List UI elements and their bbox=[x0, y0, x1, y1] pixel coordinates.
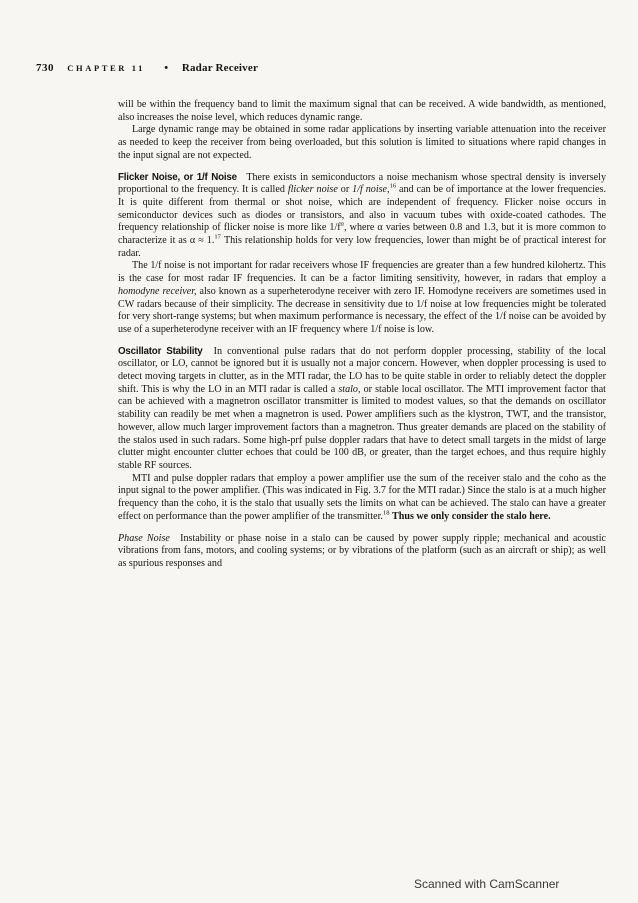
paragraph-1f-importance bbox=[118, 260, 606, 336]
term-1f-noise: 1/f noise, bbox=[352, 184, 390, 196]
paragraph-phase-noise bbox=[118, 533, 606, 571]
bullet-separator: • bbox=[164, 62, 169, 74]
paragraph-attenuation: Large dynamic range may be obtained in some radar applications by inserting variable attenuation into the receiver as needed to keep the receiver from being overloaded, but this solution is limited to situations where rapid changes in the input signal are not expected. bbox=[118, 124, 606, 161]
paragraph-flicker-noise bbox=[118, 172, 606, 261]
p4-text-a: The 1/f noise is not important for radar receivers whose IF frequencies are greater than a few hundred kilohertz. This is the case for most radar IF frequencies. It can be a factor limiting sensitivity, however, in radars that employ a bbox=[118, 260, 606, 285]
body-text bbox=[118, 99, 606, 571]
paragraph-dynamic-range: will be within the frequency band to limit the maximum signal that can be received. A wide bandwidth, as mentioned, also increases the noise level, which reduces dynamic range. bbox=[118, 99, 606, 123]
page-number: 730 bbox=[36, 62, 54, 74]
flicker-text-b: and can be of importance at the lower frequencies. It is quite different from thermal or shot noise, which are independent of frequency. Flicker noise occurs in semiconductor devices such as diodes or transistors, and also in vacuum tubes with oxide-coated cathodes. The frequency relationship of flicker noise is more like 1/f bbox=[118, 184, 606, 234]
reference-18: 18 bbox=[382, 509, 390, 517]
reference-17: 17 bbox=[214, 233, 221, 241]
section-heading-oscillator-stability: Oscillator Stability bbox=[118, 345, 203, 357]
flicker-text-c: , where α varies between 0.8 and 1.3, but it is more common to characterize it as α ≈ 1. bbox=[118, 222, 606, 247]
camscanner-watermark: Scanned with CamScanner bbox=[414, 877, 560, 891]
flicker-or: or bbox=[340, 184, 350, 196]
p6-text-b: Thus we only consider the stalo here. bbox=[391, 510, 551, 522]
p6-text-a: MTI and pulse doppler radars that employ a power amplifier use the sum of the receiver stalo and the coho as the input signal to the power amplifier. (This was indicated in Fig. 3.7 for the MTI radar.) Since the stalo is at a much higher frequency than the coho, it is the stalo that usually sets the limits on what can be achieved. The stalo can have a greater effect on performance than the power amplifier of the transmitter. bbox=[118, 472, 606, 522]
paragraph-stalo-coho bbox=[118, 473, 606, 524]
section-heading-phase-noise: Phase Noise bbox=[118, 532, 170, 544]
flicker-text-d: This relationship holds for very low frequencies, lower than might be of practical interest for radar. bbox=[118, 235, 606, 259]
reference-16: 16 bbox=[389, 182, 397, 190]
section-heading-flicker-noise: Flicker Noise, or 1/f Noise bbox=[118, 171, 237, 183]
flicker-text-a: There exists in semiconductors a noise mechanism whose spectral density is inversely proportional to the frequency. It is called bbox=[118, 171, 606, 196]
alpha-exponent: α bbox=[340, 220, 345, 228]
running-head bbox=[36, 62, 258, 74]
paragraph-oscillator-stability bbox=[118, 346, 606, 473]
term-homodyne-receiver: homodyne receiver, bbox=[118, 285, 197, 297]
chapter-title: Radar Receiver bbox=[181, 62, 259, 74]
osc-text-b: or stable local oscillator. The MTI improvement factor that can be achieved with a magnetron oscillator transmitter is limited to modest values, so that the demands on oscillator stability can readily be met when a magnetron is used. Power amplifiers such as the klystron, TWT, and the transistor, however, allow much larger improvement factors than a magnetron. Thus greater demands are placed on the stability of the stalos used in such radars. Some high-prf pulse doppler radars that have to detect small targets in the midst of large clutter might encounter clutter echoes that could be 100 dB, or greater, than the target echoes, and thus require highly stable RF sources. bbox=[118, 383, 606, 471]
phase-text-a: Instability or phase noise in a stalo can be caused by power supply ripple; mechanical and acoustic vibrations from fans, motors, and cooling systems; or by vibrations of the platform (such as an aircraft or ship); as well as spurious responses and bbox=[118, 532, 606, 569]
p4-text-b: also known as a superheterodyne receiver with zero IF. Homodyne receivers are sometimes used in CW radars because of their simplicity. The decrease in sensitivity due to 1/f noise at low frequencies might be tolerated for very short-range systems; but when maximum performance is necessary, the effect of the 1/f noise can be avoided by use of a superheterodyne receiver with an IF frequency where 1/f noise is low. bbox=[118, 285, 606, 335]
osc-text-a: In conventional pulse radars that do not perform doppler processing, stability of the local oscillator, or LO, cannot be ignored but it is usually not a major concern. However, when doppler processing is used to detect moving targets in clutter, as in the MTI radar, the LO has to be quite stable in order to reliably detect the doppler shift. This is why the LO in an MTI radar is called a bbox=[118, 345, 606, 395]
term-stalo: stalo, bbox=[338, 383, 361, 395]
term-flicker-noise: flicker noise bbox=[287, 184, 338, 196]
chapter-label: CHAPTER 11 bbox=[67, 63, 145, 73]
